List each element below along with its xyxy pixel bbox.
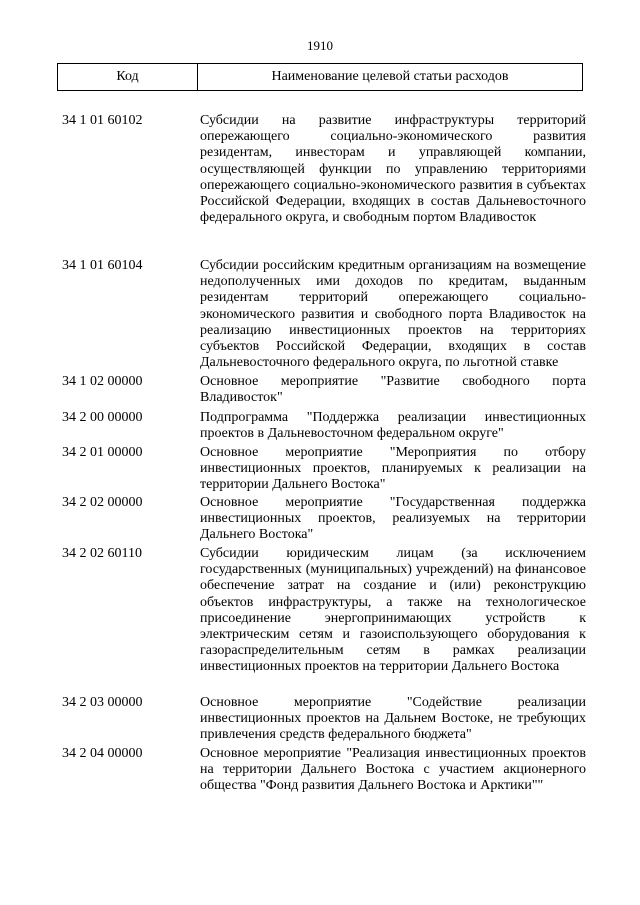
page-number: 1910 (307, 38, 333, 53)
row-description: Основное мероприятие "Содействие реализации инвестиционных проектов на Дальнем Востоке, не требующих привлечения средств федерального бюджета" (200, 695, 586, 743)
table-row (62, 495, 588, 544)
row-code: 34 1 02 00000 (62, 374, 143, 389)
table-row (62, 374, 588, 406)
header-code: Код (58, 64, 198, 90)
row-code: 34 2 03 00000 (62, 695, 143, 710)
row-description: Субсидии на развитие инфраструктуры территорий опережающего социально-экономического развития резидентам, инвесторам и управляющей компании, осуществляющей функции по управлению территориями опережающего социально-экономического развития в субъектах Российской Федерации, входящих в состав Дальневосточного федерального округа, и свободным портом Владивосток (200, 113, 586, 226)
row-description: Субсидии юридическим лицам (за исключением государственных (муниципальных) учреждений) на финансовое обеспечение затрат на создание и (или) реконструкцию объектов инфраструктуры, а также на технологическое присоединение энергопринимающих устройств к электрическим сетям и газоиспользующего оборудования к газораспределительным сетям в рамках реализации инвестиционных проектов на территории Дальнего Востока (200, 546, 586, 675)
row-code: 34 2 02 00000 (62, 495, 143, 510)
row-code: 34 2 01 00000 (62, 445, 143, 460)
table-row (62, 445, 588, 494)
row-description: Субсидии российским кредитным организациям на возмещение недополученных ими доходов по кредитам, выданным резидентам территорий опережающего социально-экономического развития и свободного порта Владивосток на реализацию инвестиционных проектов на территориях субъектов Российской Федерации, входящих в состав Дальневосточного федерального округа, по льготной ставке (200, 258, 586, 371)
row-code: 34 1 01 60102 (62, 113, 143, 128)
row-code: 34 1 01 60104 (62, 258, 143, 273)
row-code: 34 2 02 60110 (62, 546, 142, 561)
table-header (57, 63, 583, 91)
row-description: Основное мероприятие "Мероприятия по отбору инвестиционных проектов, планируемых к реализации на территории Дальнего Востока" (200, 445, 586, 493)
row-description: Подпрограмма "Поддержка реализации инвестиционных проектов в Дальневосточном федеральном округе" (200, 410, 586, 442)
table-row (62, 258, 588, 371)
table-row (62, 113, 588, 226)
table-row (62, 546, 588, 676)
row-description: Основное мероприятие "Реализация инвестиционных проектов на территории Дальнего Востока с участием акционерного общества "Фонд развития Дальнего Востока и Арктики"" (200, 746, 586, 794)
row-description: Основное мероприятие "Государственная поддержка инвестиционных проектов, реализуемых на территории Дальнего Востока" (200, 495, 586, 543)
row-code: 34 2 04 00000 (62, 746, 143, 761)
header-name: Наименование целевой статьи расходов (271, 69, 509, 84)
table-row (62, 410, 588, 442)
row-code: 34 2 00 00000 (62, 410, 143, 425)
table-row (62, 746, 588, 795)
row-description: Основное мероприятие "Развитие свободного порта Владивосток" (200, 374, 586, 406)
table-row (62, 695, 588, 744)
